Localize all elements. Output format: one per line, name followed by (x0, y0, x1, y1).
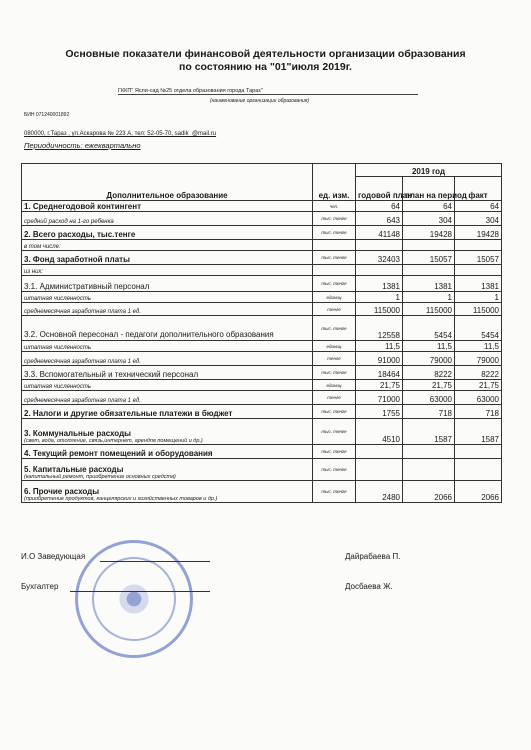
row-label: штатная численность (24, 384, 92, 390)
row-label: 2. Налоги и другие обязательные платежи в бюджет (24, 409, 233, 418)
row-label: 3. Коммунальные расходы (24, 429, 131, 438)
row-fact: 1587 (455, 419, 502, 445)
row-fact (455, 445, 502, 459)
row-unit: тыс. тенге (313, 226, 356, 240)
row-unit: тыс. тенге (313, 419, 356, 445)
row-period: 1 (403, 292, 455, 303)
row-unit: тыс. тенге (313, 481, 356, 503)
financial-table (21, 163, 502, 503)
row-period (403, 445, 455, 459)
row-label: штатная численность (24, 296, 92, 302)
table-row (22, 341, 502, 352)
row-name (22, 391, 313, 405)
table-row (22, 251, 502, 265)
row-fact: 2066 (455, 481, 502, 503)
row-name (22, 419, 313, 445)
row-sublabel: (свет, вода, отопление, связь,интернет, арендпв помещений и др.) (24, 438, 203, 444)
table-row (22, 292, 502, 303)
row-label: 5. Капитальные расходы (24, 465, 124, 474)
table-row (22, 265, 502, 276)
official-seal-icon (75, 540, 193, 658)
row-name (22, 251, 313, 265)
row-name (22, 276, 313, 292)
row-name (22, 226, 313, 240)
row-unit: тенге (313, 352, 356, 366)
row-plan: 1755 (356, 405, 403, 419)
table-row (22, 303, 502, 316)
row-period: 19428 (403, 226, 455, 240)
row-fact: 1 (455, 292, 502, 303)
row-plan: 1 (356, 292, 403, 303)
row-plan: 643 (356, 212, 403, 226)
row-plan: 41148 (356, 226, 403, 240)
row-period: 115000 (403, 303, 455, 316)
row-plan (356, 445, 403, 459)
row-name (22, 265, 313, 276)
header-unit: ед. изм. (313, 164, 356, 201)
table-row (22, 391, 502, 405)
row-fact: 115000 (455, 303, 502, 316)
accountant-signature-line (70, 591, 210, 592)
table-row (22, 459, 502, 481)
row-unit: тыс. тенге (313, 212, 356, 226)
table-row (22, 240, 502, 251)
row-label: 3.2. Основной пересонал - педагоги дополнительного образования (24, 330, 274, 339)
row-label: штатная численность (24, 345, 92, 351)
table-row (22, 419, 502, 445)
row-period (403, 265, 455, 276)
row-unit: тыс. тенге (313, 459, 356, 481)
row-unit: единиц (313, 292, 356, 303)
row-fact (455, 240, 502, 251)
row-plan: 12558 (356, 316, 403, 341)
row-fact: 21,75 (455, 380, 502, 391)
accountant-name: Досбаева Ж. (345, 582, 393, 591)
row-name (22, 212, 313, 226)
row-fact: 304 (455, 212, 502, 226)
row-fact: 79000 (455, 352, 502, 366)
row-label: среднемесячная заработная плата 1 ед. (24, 398, 141, 404)
row-plan: 64 (356, 201, 403, 212)
table-row (22, 212, 502, 226)
row-period: 718 (403, 405, 455, 419)
row-name (22, 380, 313, 391)
row-label: 6. Прочие расходы (24, 487, 100, 496)
table-row (22, 276, 502, 292)
row-period: 11,5 (403, 341, 455, 352)
row-name (22, 366, 313, 380)
table-row (22, 352, 502, 366)
row-unit: тыс. тенге (313, 405, 356, 419)
header-period: план на период (403, 177, 455, 201)
row-fact (455, 459, 502, 481)
row-fact: 11,5 (455, 341, 502, 352)
row-unit (313, 265, 356, 276)
row-name (22, 405, 313, 419)
row-plan (356, 265, 403, 276)
row-name (22, 303, 313, 316)
row-unit: тыс. тенге (313, 276, 356, 292)
table-row (22, 366, 502, 380)
table-row (22, 380, 502, 391)
row-plan: 71000 (356, 391, 403, 405)
row-unit: тыс. тенге (313, 251, 356, 265)
row-name (22, 481, 313, 503)
row-name (22, 341, 313, 352)
row-label: 3. Фонд заработной платы (24, 255, 130, 264)
periodicity: Периодичность: ежеквартально (24, 141, 141, 150)
row-period: 21,75 (403, 380, 455, 391)
row-fact: 1381 (455, 276, 502, 292)
header-plan: годовой план (356, 177, 403, 201)
row-label: 3.3. Вспомогательный и технический персонал (24, 370, 199, 379)
row-plan: 21,75 (356, 380, 403, 391)
row-label: среднемесячная заработная плата 1 ед. (24, 309, 141, 315)
row-label: среднемесячная заработная плата 1 ед. (24, 359, 141, 365)
row-name (22, 445, 313, 459)
row-period: 15057 (403, 251, 455, 265)
row-sublabel: (капитальный ремонт, приобретение основных средств) (24, 474, 176, 480)
row-period: 63000 (403, 391, 455, 405)
row-period: 304 (403, 212, 455, 226)
row-unit: тенге (313, 391, 356, 405)
document-title: Основные показатели финансовой деятельности организации образования (65, 48, 466, 60)
row-fact: 19428 (455, 226, 502, 240)
row-fact: 15057 (455, 251, 502, 265)
row-plan (356, 459, 403, 481)
table-row (22, 481, 502, 503)
row-fact: 63000 (455, 391, 502, 405)
row-plan: 91000 (356, 352, 403, 366)
row-sublabel: (приобретение продуктов, канцелярских и хозяйственных товаров и др.) (24, 496, 218, 502)
organization-address: 080000, г.Тараз , ул.Аскарова № 223 А, тел: 52-05-70, sadik_@mail.ru (24, 131, 217, 137)
row-period: 1381 (403, 276, 455, 292)
row-unit: чел. (313, 201, 356, 212)
row-label: 1. Среднегодовой контингент (24, 202, 141, 211)
row-plan: 1381 (356, 276, 403, 292)
row-unit: тенге (313, 303, 356, 316)
row-label: из них: (24, 269, 44, 275)
row-plan: 18464 (356, 366, 403, 380)
row-name (22, 240, 313, 251)
table-row (22, 445, 502, 459)
organization-name: ГККП" Ясли-сад №25 отдела образования города Тараз" (118, 88, 418, 95)
head-name: Дайрабаева П. (345, 552, 401, 561)
row-fact: 718 (455, 405, 502, 419)
row-plan (356, 240, 403, 251)
row-unit: единиц (313, 341, 356, 352)
row-plan: 2480 (356, 481, 403, 503)
row-fact: 64 (455, 201, 502, 212)
row-period: 1587 (403, 419, 455, 445)
table-row (22, 405, 502, 419)
row-period: 64 (403, 201, 455, 212)
row-period: 8222 (403, 366, 455, 380)
table-row (22, 201, 502, 212)
row-plan: 4510 (356, 419, 403, 445)
document-date: по состоянию на "01"июля 2019г. (179, 61, 352, 73)
row-name (22, 459, 313, 481)
header-name: Дополнительное образование (22, 164, 313, 201)
accountant-label: Бухгалтер (21, 582, 59, 591)
row-unit (313, 240, 356, 251)
table-row (22, 316, 502, 341)
bin-number: БИН 071240001892 (24, 112, 70, 118)
header-year: 2019 год (356, 164, 502, 177)
head-label: И.О Заведующая (21, 552, 86, 561)
row-unit: тыс. тенге (313, 366, 356, 380)
row-fact: 5454 (455, 316, 502, 341)
row-name (22, 292, 313, 303)
row-period (403, 459, 455, 481)
row-plan: 115000 (356, 303, 403, 316)
header-fact: факт (455, 177, 502, 201)
row-name (22, 201, 313, 212)
row-period: 2066 (403, 481, 455, 503)
row-fact: 8222 (455, 366, 502, 380)
organization-note: (наименование организации образования) (210, 98, 310, 104)
row-unit: тыс. тенге (313, 316, 356, 341)
row-period (403, 240, 455, 251)
row-plan: 11,5 (356, 341, 403, 352)
row-period: 5454 (403, 316, 455, 341)
row-label: средний расход на 1-го ребенка (24, 219, 114, 225)
row-name (22, 316, 313, 341)
head-signature-line (100, 561, 210, 562)
row-plan: 32403 (356, 251, 403, 265)
row-unit: тыс. тенге (313, 445, 356, 459)
row-period: 79000 (403, 352, 455, 366)
table-row (22, 226, 502, 240)
row-unit: единиц (313, 380, 356, 391)
row-label: 2. Всего расходы, тыс.тенге (24, 230, 136, 239)
row-label: в том числе: (24, 244, 61, 250)
row-fact (455, 265, 502, 276)
row-label: 4. Текущий ремонт помещений и оборудования (24, 449, 213, 458)
row-label: 3.1. Административный персонал (24, 282, 150, 291)
row-name (22, 352, 313, 366)
